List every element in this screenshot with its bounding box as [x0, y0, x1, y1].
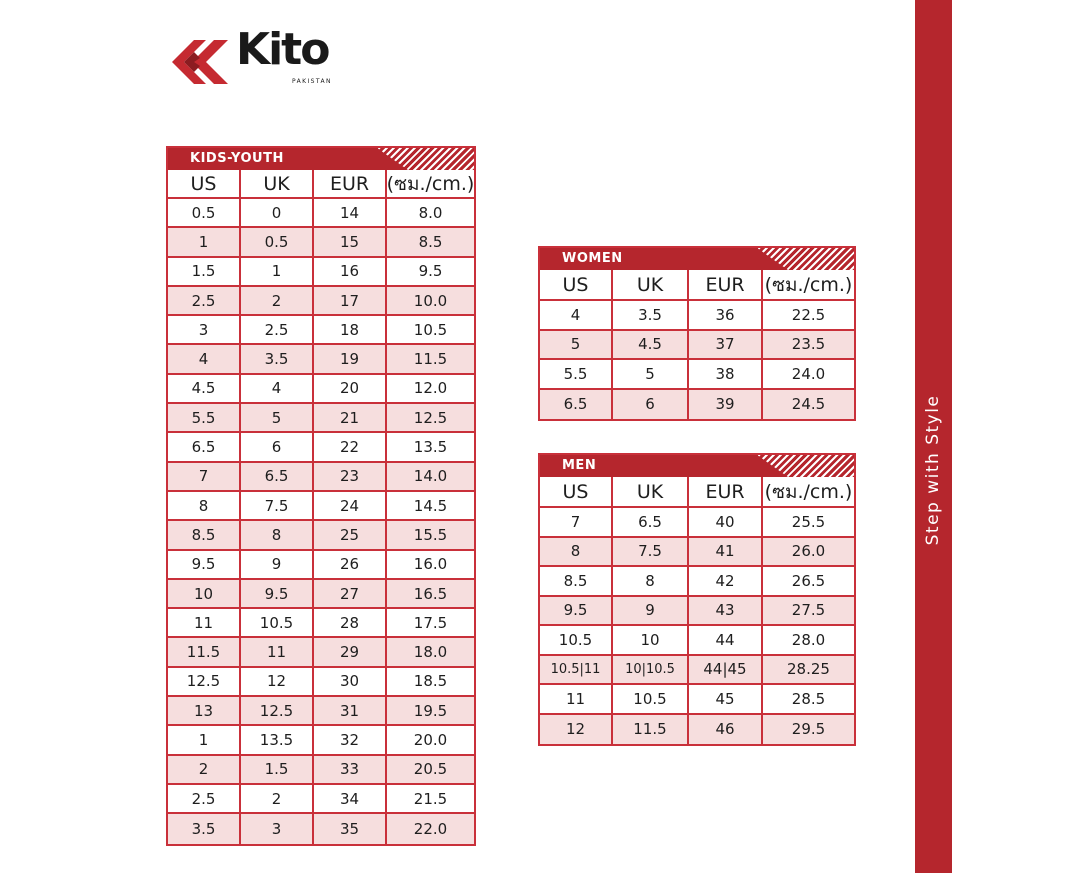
table-cell: 9.5 — [168, 551, 241, 580]
table-cell: 44 — [689, 626, 763, 656]
decorative-stripes — [364, 148, 474, 170]
table-cell: 2 — [168, 756, 241, 785]
table-cell: 42 — [689, 567, 763, 597]
table-cell: 9 — [241, 551, 314, 580]
table-cell: 4.5 — [613, 331, 689, 361]
column-header: EUR — [689, 270, 763, 301]
table-cell: 14 — [314, 199, 387, 228]
table-cell: 7 — [540, 508, 613, 538]
table-cell: 29 — [314, 638, 387, 667]
table-cell: 28.25 — [763, 656, 854, 686]
table-grid — [540, 477, 854, 744]
table-grid — [168, 170, 474, 844]
table-cell: 3 — [241, 814, 314, 843]
table-cell: 20.5 — [387, 756, 474, 785]
table-cell: 6.5 — [540, 390, 613, 420]
table-cell: 8.0 — [387, 199, 474, 228]
table-cell: 30 — [314, 668, 387, 697]
table-cell: 10.0 — [387, 287, 474, 316]
table-cell: 22 — [314, 433, 387, 462]
table-cell: 2.5 — [168, 287, 241, 316]
table-cell: 20 — [314, 375, 387, 404]
table-cell: 12.5 — [241, 697, 314, 726]
table-cell: 16.0 — [387, 551, 474, 580]
table-cell: 19.5 — [387, 697, 474, 726]
table-cell: 27.5 — [763, 597, 854, 627]
table-cell: 11 — [540, 685, 613, 715]
table-cell: 13.5 — [241, 726, 314, 755]
table-cell: 6.5 — [613, 508, 689, 538]
table-cell: 9.5 — [540, 597, 613, 627]
table-cell: 0 — [241, 199, 314, 228]
table-cell: 10 — [168, 580, 241, 609]
table-cell: 9 — [613, 597, 689, 627]
table-cell: 28 — [314, 609, 387, 638]
table-cell: 29.5 — [763, 715, 854, 745]
logo-wordmark: Kito — [236, 24, 329, 75]
table-cell: 26.0 — [763, 538, 854, 568]
table-grid — [540, 270, 854, 419]
table-cell: 28.0 — [763, 626, 854, 656]
table-cell: 16.5 — [387, 580, 474, 609]
table-cell: 5 — [613, 360, 689, 390]
table-cell: 11.5 — [387, 345, 474, 374]
table-cell: 14.5 — [387, 492, 474, 521]
table-cell: 46 — [689, 715, 763, 745]
decorative-stripes — [744, 455, 854, 477]
kito-logo — [172, 24, 362, 90]
table-cell: 18.0 — [387, 638, 474, 667]
table-cell: 8 — [540, 538, 613, 568]
table-cell: 21 — [314, 404, 387, 433]
table-cell: 13.5 — [387, 433, 474, 462]
table-cell: 25.5 — [763, 508, 854, 538]
table-cell: 2 — [241, 287, 314, 316]
kids-youth-size-table — [166, 146, 476, 846]
table-cell: 41 — [689, 538, 763, 568]
table-cell: 31 — [314, 697, 387, 726]
table-cell: 5.5 — [168, 404, 241, 433]
table-cell: 17 — [314, 287, 387, 316]
table-cell: 1 — [168, 726, 241, 755]
column-header: UK — [241, 170, 314, 199]
table-cell: 22.0 — [387, 814, 474, 843]
table-cell: 15.5 — [387, 521, 474, 550]
table-cell: 27 — [314, 580, 387, 609]
table-cell: 32 — [314, 726, 387, 755]
table-cell: 23 — [314, 463, 387, 492]
table-cell: 4.5 — [168, 375, 241, 404]
table-cell: 10.5|11 — [540, 656, 613, 686]
table-cell: 4 — [540, 301, 613, 331]
table-cell: 10.5 — [613, 685, 689, 715]
table-cell: 35 — [314, 814, 387, 843]
table-cell: 20.0 — [387, 726, 474, 755]
table-cell: 11.5 — [613, 715, 689, 745]
table-cell: 5.5 — [540, 360, 613, 390]
table-cell: 4 — [241, 375, 314, 404]
table-cell: 10|10.5 — [613, 656, 689, 686]
table-cell: 37 — [689, 331, 763, 361]
table-cell: 8 — [168, 492, 241, 521]
table-cell: 6 — [613, 390, 689, 420]
table-title-bar — [168, 148, 474, 170]
table-cell: 1 — [168, 228, 241, 257]
table-cell: 44|45 — [689, 656, 763, 686]
table-cell: 22.5 — [763, 301, 854, 331]
table-cell: 12.5 — [387, 404, 474, 433]
table-cell: 2.5 — [241, 316, 314, 345]
column-header: UK — [613, 477, 689, 508]
table-cell: 9.5 — [387, 258, 474, 287]
column-header: EUR — [314, 170, 387, 199]
table-cell: 5 — [241, 404, 314, 433]
table-cell: 45 — [689, 685, 763, 715]
tagline: Step with Style — [923, 394, 943, 546]
table-cell: 39 — [689, 390, 763, 420]
table-cell: 38 — [689, 360, 763, 390]
column-header: EUR — [689, 477, 763, 508]
table-cell: 1.5 — [241, 756, 314, 785]
column-header: US — [540, 270, 613, 301]
table-title: WOMEN — [562, 251, 623, 266]
column-header: (ซม./cm.) — [763, 270, 854, 301]
table-cell: 23.5 — [763, 331, 854, 361]
table-cell: 7.5 — [613, 538, 689, 568]
women-size-table — [538, 246, 856, 421]
table-cell: 14.0 — [387, 463, 474, 492]
table-cell: 24.0 — [763, 360, 854, 390]
table-cell: 24 — [314, 492, 387, 521]
table-cell: 40 — [689, 508, 763, 538]
men-size-table — [538, 453, 856, 746]
table-title: MEN — [562, 458, 597, 473]
column-header: US — [168, 170, 241, 199]
table-cell: 12.0 — [387, 375, 474, 404]
table-cell: 18 — [314, 316, 387, 345]
table-cell: 26 — [314, 551, 387, 580]
column-header: (ซม./cm.) — [763, 477, 854, 508]
table-cell: 36 — [689, 301, 763, 331]
table-cell: 2.5 — [168, 785, 241, 814]
table-cell: 26.5 — [763, 567, 854, 597]
table-cell: 13 — [168, 697, 241, 726]
table-cell: 18.5 — [387, 668, 474, 697]
table-cell: 28.5 — [763, 685, 854, 715]
table-title-bar — [540, 248, 854, 270]
table-cell: 2 — [241, 785, 314, 814]
column-header: US — [540, 477, 613, 508]
table-cell: 3 — [168, 316, 241, 345]
table-cell: 10.5 — [387, 316, 474, 345]
table-cell: 7.5 — [241, 492, 314, 521]
table-cell: 3.5 — [168, 814, 241, 843]
table-cell: 9.5 — [241, 580, 314, 609]
table-cell: 8 — [613, 567, 689, 597]
table-cell: 1.5 — [168, 258, 241, 287]
table-cell: 3.5 — [613, 301, 689, 331]
column-header: (ซม./cm.) — [387, 170, 474, 199]
table-cell: 21.5 — [387, 785, 474, 814]
table-cell: 12 — [540, 715, 613, 745]
table-cell: 33 — [314, 756, 387, 785]
table-cell: 5 — [540, 331, 613, 361]
table-cell: 34 — [314, 785, 387, 814]
table-cell: 8 — [241, 521, 314, 550]
table-cell: 15 — [314, 228, 387, 257]
table-title-bar — [540, 455, 854, 477]
table-cell: 43 — [689, 597, 763, 627]
table-cell: 10 — [613, 626, 689, 656]
table-cell: 25 — [314, 521, 387, 550]
table-cell: 11 — [168, 609, 241, 638]
side-brand-band — [915, 0, 952, 873]
table-cell: 17.5 — [387, 609, 474, 638]
table-cell: 8.5 — [387, 228, 474, 257]
table-cell: 12 — [241, 668, 314, 697]
table-cell: 19 — [314, 345, 387, 374]
table-cell: 10.5 — [241, 609, 314, 638]
table-cell: 8.5 — [168, 521, 241, 550]
table-cell: 3.5 — [241, 345, 314, 374]
table-cell: 6.5 — [168, 433, 241, 462]
column-header: UK — [613, 270, 689, 301]
table-cell: 12.5 — [168, 668, 241, 697]
table-cell: 7 — [168, 463, 241, 492]
table-cell: 0.5 — [168, 199, 241, 228]
table-cell: 16 — [314, 258, 387, 287]
kito-k-icon — [172, 36, 232, 86]
table-cell: 6.5 — [241, 463, 314, 492]
table-cell: 0.5 — [241, 228, 314, 257]
decorative-stripes — [744, 248, 854, 270]
table-cell: 10.5 — [540, 626, 613, 656]
table-cell: 8.5 — [540, 567, 613, 597]
table-title: KIDS-YOUTH — [190, 151, 284, 166]
table-cell: 4 — [168, 345, 241, 374]
table-cell: 6 — [241, 433, 314, 462]
table-cell: 11.5 — [168, 638, 241, 667]
table-cell: 24.5 — [763, 390, 854, 420]
table-cell: 11 — [241, 638, 314, 667]
table-cell: 1 — [241, 258, 314, 287]
logo-subtitle: PAKISTAN — [292, 78, 332, 85]
